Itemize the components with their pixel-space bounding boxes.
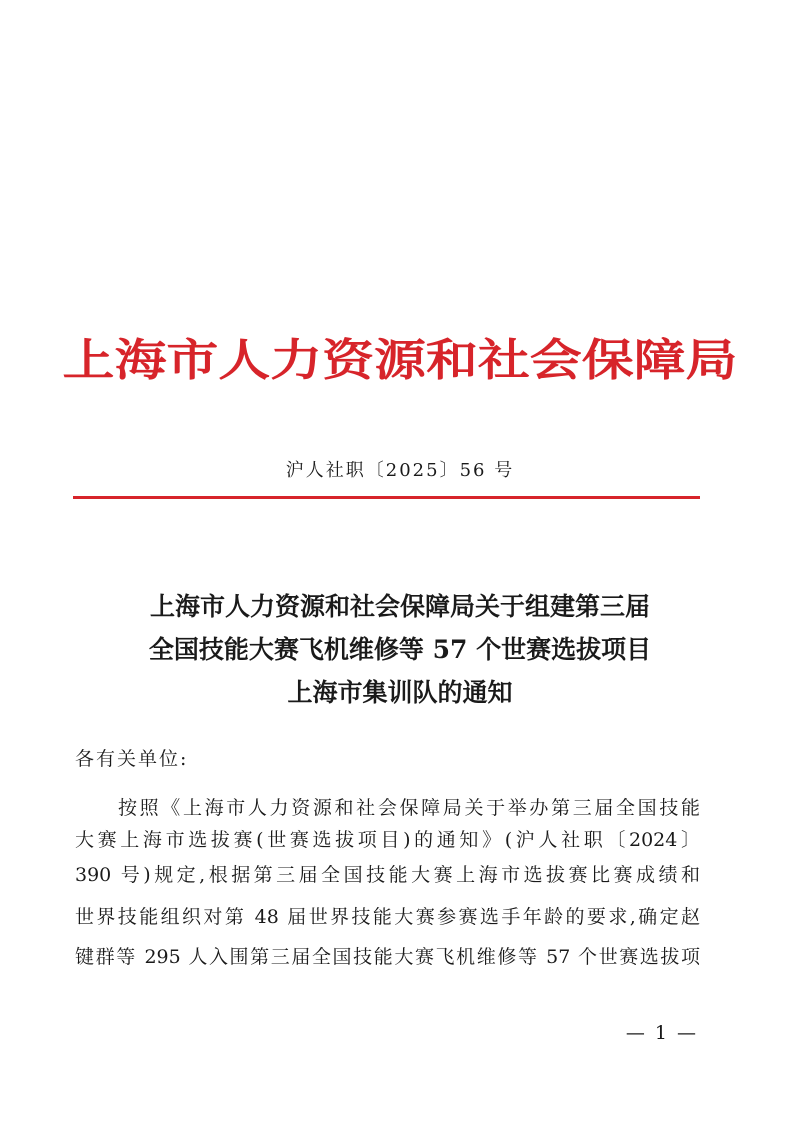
red-divider (73, 496, 700, 499)
body-paragraph-line: 390 号)规定,根据第三届全国技能大赛上海市选拔赛比赛成绩和 (75, 864, 700, 886)
salutation: 各有关单位: (75, 748, 189, 770)
title-line: 上海市集训队的通知 (287, 678, 513, 707)
document-number: 沪人社职〔2025〕56 号 (285, 460, 515, 481)
title-line: 全国技能大赛飞机维修等 57 个世赛选拔项目 (148, 635, 652, 664)
page-number: — 1 — (625, 1022, 698, 1044)
body-paragraph-line: 大赛上海市选拔赛(世赛选拔项目)的通知》(沪人社职〔2024〕 (75, 829, 700, 851)
body-paragraph-line: 按照《上海市人力资源和社会保障局关于举办第三届全国技能 (118, 797, 700, 819)
body-paragraph-line: 世界技能组织对第 48 届世界技能大赛参赛选手年龄的要求,确定赵 (75, 906, 700, 928)
body-paragraph-line: 键群等 295 人入围第三届全国技能大赛飞机维修等 57 个世赛选拔项 (75, 946, 700, 968)
notice-title (0, 585, 800, 714)
issuer-header: 上海市人力资源和社会保障局 (62, 335, 738, 386)
title-line: 上海市人力资源和社会保障局关于组建第三届 (149, 592, 650, 621)
